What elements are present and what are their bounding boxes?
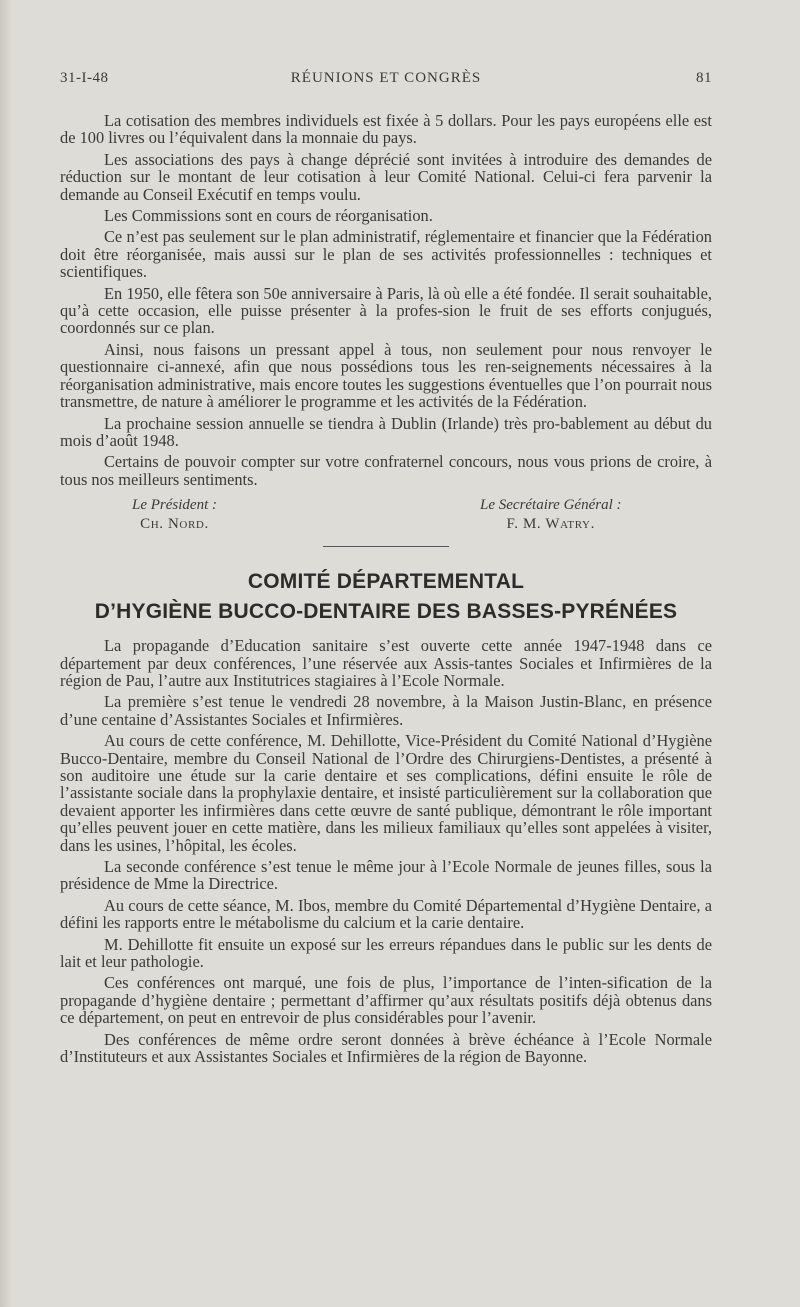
section-heading-line1: COMITÉ DÉPARTEMENTAL: [247, 570, 525, 594]
paragraph: La seconde conférence s’est tenue le même jour à l’Ecole Normale de jeunes filles, sous la présidence de Mme la Directrice.: [60, 857, 712, 894]
secretary-role: Le Secrétaire Général :: [480, 497, 622, 514]
page-number: 81: [696, 70, 712, 86]
president-role: Le Président :: [132, 497, 217, 514]
signature-secretary: [480, 496, 621, 534]
paragraph: Au cours de cette conférence, M. Dehillotte, Vice-Président du Comité National d’Hygiène Bucco-Dentaire, membre du Conseil National de l’Ordre des Chirurgiens-Dentistes, a présenté à son auditoire une étude sur la carie dentaire et ses complications, défini ensuite le rôle de l’assistante sociale dans la prophylaxie dentaire, et insisté particulièrement sur la collaboration que devaient apporter les infirmières dans cette œuvre de santé publique, démontrant le rôle important qu’elles peuvent jouer en cette matière, dans les milieux familiaux qu’elles sont appelées à visiter, dans les usines, l’hôpital, les écoles.: [60, 731, 712, 855]
paragraph: La cotisation des membres individuels est fixée à 5 dollars. Pour les pays européens elle est de 100 livres ou l’équivalent dans la monnaie du pays.: [60, 111, 712, 148]
signature-president: [132, 496, 217, 534]
header-title: RÉUNIONS ET CONGRÈS: [290, 70, 482, 86]
paragraph: Les associations des pays à change déprécié sont invitées à introduire des demandes de réduction sur le montant de leur cotisation à leur Comité National. Celui-ci fera parvenir la demande au Conseil Exécutif en temps voulu.: [60, 149, 712, 204]
committee-report: [60, 637, 712, 1065]
paragraph: Ce n’est pas seulement sur le plan administratif, réglementaire et financier que la Fédération doit être réorganisée, mais aussi sur le plan de ses activités professionnelles : techniques et scientifiques.: [60, 227, 712, 282]
section-divider: [323, 546, 449, 547]
paragraph: M. Dehillotte fit ensuite un exposé sur les erreurs répandues dans le public sur les dents de lait et leur pathologie.: [60, 934, 712, 972]
secretary-name: F. M. Watry.: [506, 516, 595, 533]
paragraph: Ces conférences ont marqué, une fois de plus, l’importance de l’inten-sification de la propagande d’hygiène dentaire ; permettant d’affirmer qu’aux résultats positifs déjà obtenus dans ce département, on peut en entrevoir de plus considérables pour l’avenir.: [60, 973, 712, 1028]
section-heading-line2: D’HYGIÈNE BUCCO-DENTAIRE DES BASSES-PYRÉNÉES: [94, 600, 678, 624]
paragraph: La première s’est tenue le vendredi 28 novembre, à la Maison Justin-Blanc, en présence d’une centaine d’Assistantes Sociales et Infirmières.: [60, 692, 712, 729]
body-text: [60, 112, 712, 1065]
paragraph: En 1950, elle fêtera son 50e anniversaire à Paris, là où elle a été fondée. Il serait souhaitable, qu’à cette occasion, elle puisse présenter à la profes-sion le fruit de ses efforts conjugués, coordonnés sur ce plan.: [60, 283, 712, 338]
federation-letter: [60, 112, 712, 488]
paragraph: La prochaine session annuelle se tiendra à Dublin (Irlande) très pro-bablement au début du mois d’août 1948.: [60, 413, 712, 450]
paragraph: Des conférences de même ordre seront données à brève échéance à l’Ecole Normale d’Instituteurs et aux Assistantes Sociales et Infirmières de la région de Bayonne.: [60, 1029, 712, 1067]
running-head: [60, 70, 712, 90]
paragraph: La propagande d’Education sanitaire s’est ouverte cette année 1947-1948 dans ce département par deux conférences, l’une réservée aux Assis-tantes Sociales et Infirmières de la région de Pau, l’autre aux Institutrices stagiaires à l’Ecole Normale.: [60, 636, 712, 690]
section-heading: [60, 567, 712, 627]
paragraph: Certains de pouvoir compter sur votre confraternel concours, nous vous prions de croire, à tous nos meilleurs sentiments.: [60, 452, 712, 489]
paragraph: Au cours de cette séance, M. Ibos, membre du Comité Départemental d’Hygiène Dentaire, a défini les rapports entre le métabolisme du calcium et la carie dentaire.: [60, 895, 712, 933]
paragraph: Les Commissions sont en cours de réorganisation.: [104, 206, 433, 226]
paragraph: Ainsi, nous faisons un pressant appel à tous, non seulement pour nous renvoyer le questionnaire ci-annexé, afin que nous possédions tous les ren-seignements nécessaires à la réorganisation administrative, mais encore toutes les suggestions éventuelles que l’on pourrait nous transmettre, de nature à améliorer le programme et les activités de la Fédération.: [60, 339, 712, 412]
header-date: 31-I-48: [60, 70, 109, 86]
president-name: Ch. Nord.: [140, 516, 209, 533]
signatures: [60, 496, 712, 536]
